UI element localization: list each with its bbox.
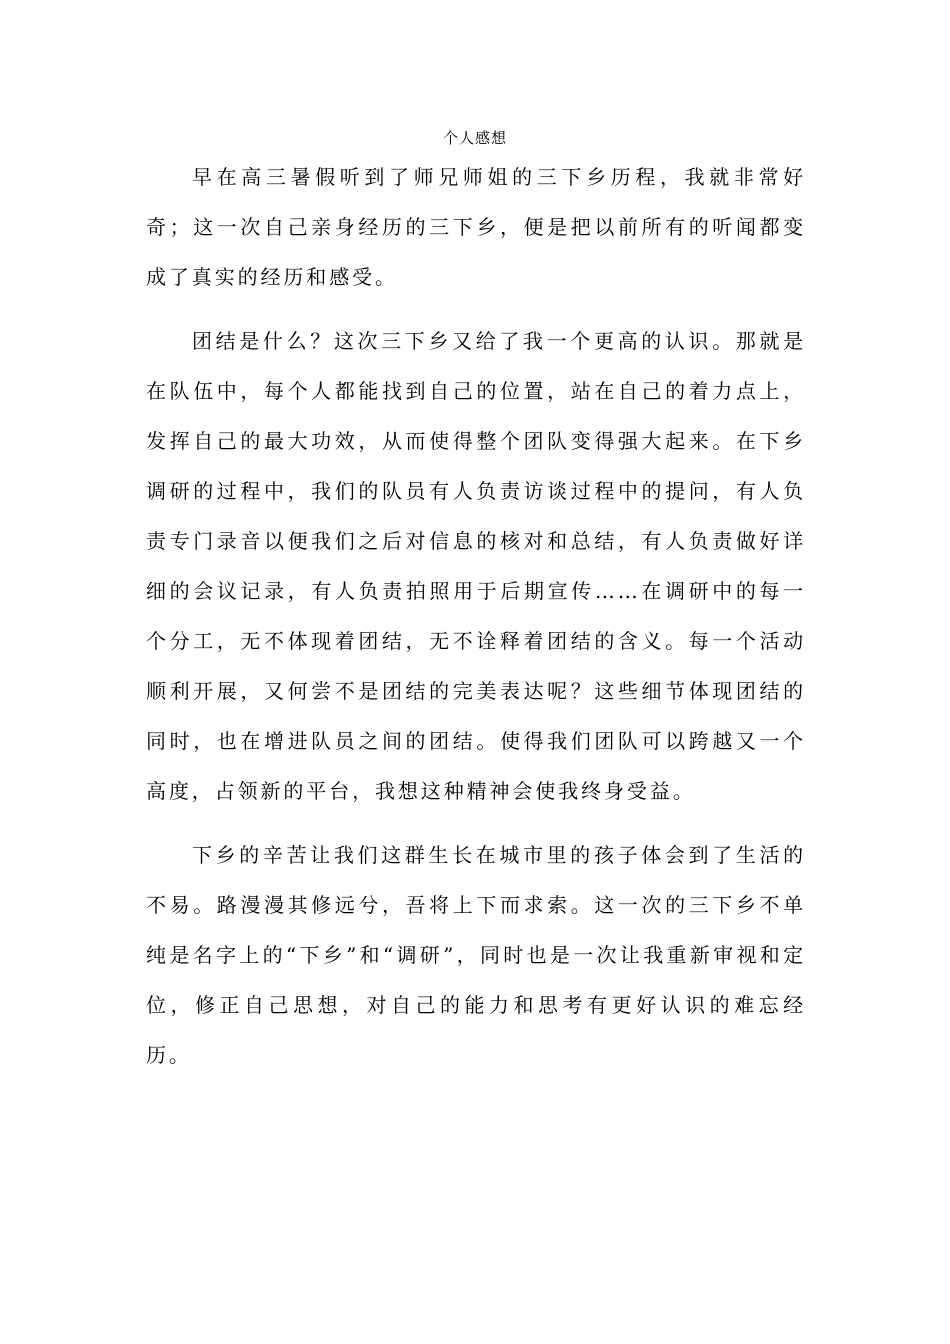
document-title: 个人感想 bbox=[442, 129, 507, 147]
paragraph-3: 下乡的辛苦让我们这群生长在城市里的孩子体会到了生活的不易。路漫漫其修远兮，吾将上下而求索。这一次的三下乡不单纯是名字上的“下乡”和“调研”，同时也是一次让我重新审视和定位，修正自己思想，对自己的能力和思考有更好认识的难忘经历。 bbox=[146, 843, 806, 1067]
paragraph-1: 早在高三暑假听到了师兄师姐的三下乡历程，我就非常好奇；这一次自己亲身经历的三下乡，便是把以前所有的听闻都变成了真实的经历和感受。 bbox=[146, 165, 806, 289]
paragraph-2: 团结是什么？这次三下乡又给了我一个更高的认识。那就是在队伍中，每个人都能找到自己的位置，站在自己的着力点上，发挥自己的最大功效，从而使得整个团队变得强大起来。在下乡调研的过程中，我们的队员有人负责访谈过程中的提问，有人负责专门录音以便我们之后对信息的核对和总结，有人负责做好详细的会议记录，有人负责拍照用于后期宣传……在调研中的每一个分工，无不体现着团结，无不诠释着团结的含义。每一个活动顺利开展，又何尝不是团结的完美表达呢？这些细节体现团结的同时，也在增进队员之间的团结。使得我们团队可以跨越又一个高度，占领新的平台，我想这种精神会使我终身受益。 bbox=[146, 329, 806, 803]
document-body bbox=[146, 152, 806, 1094]
